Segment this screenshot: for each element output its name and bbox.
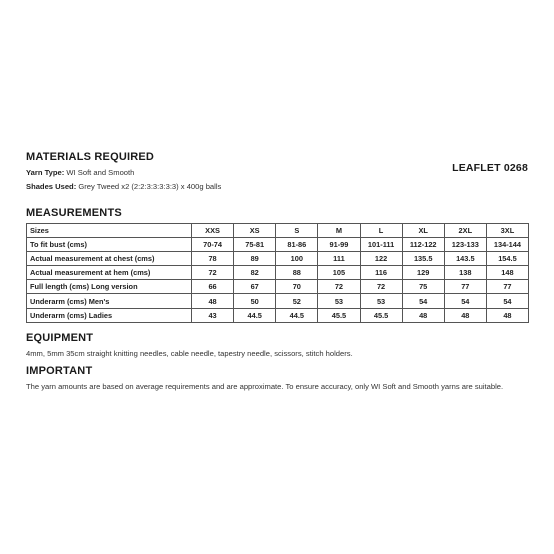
table-cell: 143.5 [444, 252, 486, 266]
important-text: The yarn amounts are based on average requirements and are approximate. To ensure accuracy, only WI Soft and Smooth yarns are suitable. [26, 382, 504, 391]
table-cell: 2XL [444, 224, 486, 238]
table-cell: 45.5 [318, 308, 360, 322]
table-cell: 100 [276, 252, 318, 266]
shades-used-value: Grey Tweed x2 (2:2:3:3:3:3:3) x 400g balls [78, 182, 222, 191]
important-heading: IMPORTANT [26, 365, 93, 377]
table-cell: 81-86 [276, 238, 318, 252]
table-cell: XXS [192, 224, 234, 238]
table-cell: 75-81 [234, 238, 276, 252]
table-cell: 50 [234, 294, 276, 308]
yarn-type-line [26, 168, 134, 177]
leaflet-number: LEAFLET 0268 [452, 162, 528, 174]
measurements-table-body [27, 224, 529, 323]
equipment-heading: EQUIPMENT [26, 332, 94, 344]
table-cell: 54 [402, 294, 444, 308]
table-row [27, 266, 529, 280]
table-cell: 48 [402, 308, 444, 322]
table-cell: 129 [402, 266, 444, 280]
table-cell: 122 [360, 252, 402, 266]
shades-used-line [26, 182, 221, 191]
table-cell: 105 [318, 266, 360, 280]
yarn-type-label: Yarn Type: [26, 168, 65, 177]
table-cell: 135.5 [402, 252, 444, 266]
table-cell: 78 [192, 252, 234, 266]
table-cell: XS [234, 224, 276, 238]
table-cell: 53 [360, 294, 402, 308]
row-label: Full length (cms) Long version [27, 280, 192, 294]
table-row [27, 252, 529, 266]
measurements-table [26, 223, 529, 323]
table-cell: 70 [276, 280, 318, 294]
shades-used-label: Shades Used: [26, 182, 77, 191]
table-cell: 70-74 [192, 238, 234, 252]
yarn-type-value: WI Soft and Smooth [66, 168, 135, 177]
table-cell: 88 [276, 266, 318, 280]
table-row [27, 238, 529, 252]
table-cell: 67 [234, 280, 276, 294]
table-cell: 48 [192, 294, 234, 308]
table-cell: 45.5 [360, 308, 402, 322]
table-cell: 54 [486, 294, 528, 308]
table-row [27, 294, 529, 308]
row-label: Underarm (cms) Men's [27, 294, 192, 308]
table-cell: XL [402, 224, 444, 238]
row-label: Actual measurement at chest (cms) [27, 252, 192, 266]
table-cell: L [360, 224, 402, 238]
table-cell: 91-99 [318, 238, 360, 252]
table-row [27, 280, 529, 294]
table-cell: 54 [444, 294, 486, 308]
table-cell: 72 [192, 266, 234, 280]
table-cell: 48 [444, 308, 486, 322]
table-cell: 75 [402, 280, 444, 294]
table-cell: 52 [276, 294, 318, 308]
row-label: Underarm (cms) Ladies [27, 308, 192, 322]
table-cell: 116 [360, 266, 402, 280]
table-cell: 43 [192, 308, 234, 322]
table-cell: 89 [234, 252, 276, 266]
row-label: Sizes [27, 224, 192, 238]
table-cell: 44.5 [276, 308, 318, 322]
table-cell: 123-133 [444, 238, 486, 252]
table-cell: 77 [486, 280, 528, 294]
table-row [27, 224, 529, 238]
table-cell: 77 [444, 280, 486, 294]
measurements-heading: MEASUREMENTS [26, 207, 122, 219]
materials-heading: MATERIALS REQUIRED [26, 151, 155, 163]
table-cell: 72 [318, 280, 360, 294]
equipment-text: 4mm, 5mm 35cm straight knitting needles, cable needle, tapestry needle, scissors, stitch holders. [26, 349, 353, 358]
table-cell: 138 [444, 266, 486, 280]
table-cell: S [276, 224, 318, 238]
table-cell: 154.5 [486, 252, 528, 266]
table-cell: 66 [192, 280, 234, 294]
table-cell: M [318, 224, 360, 238]
row-label: To fit bust (cms) [27, 238, 192, 252]
table-cell: 53 [318, 294, 360, 308]
table-cell: 111 [318, 252, 360, 266]
table-cell: 101-111 [360, 238, 402, 252]
table-cell: 72 [360, 280, 402, 294]
table-cell: 44.5 [234, 308, 276, 322]
table-cell: 3XL [486, 224, 528, 238]
table-cell: 112-122 [402, 238, 444, 252]
table-cell: 48 [486, 308, 528, 322]
table-cell: 82 [234, 266, 276, 280]
table-row [27, 308, 529, 322]
table-cell: 148 [486, 266, 528, 280]
table-cell: 134-144 [486, 238, 528, 252]
row-label: Actual measurement at hem (cms) [27, 266, 192, 280]
